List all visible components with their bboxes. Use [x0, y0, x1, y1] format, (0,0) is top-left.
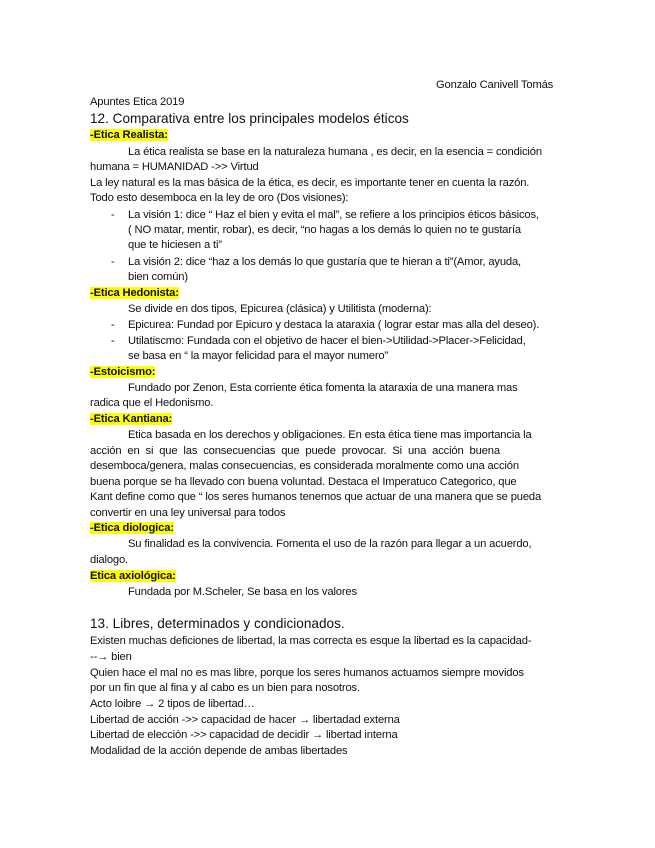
section-13-line-7: Libertad de elección ->> capacidad de decidir → libertad interna [90, 729, 398, 741]
kantiana-line-4: buena porque se ha llevado con buena voluntad. Destaca el Imperatuco Categorico, que [90, 476, 517, 488]
axiologica-line-1: Fundada por M.Scheler, Se basa en los valores [128, 586, 357, 598]
realista-bullet-1-line-2: ( NO matar, mentir, robar), es decir, “no hagas a los demás lo quien no te gustaría [128, 224, 521, 236]
heading-diologica: -Etica diologica: [90, 522, 174, 534]
section-13-line-1: Existen muchas deficiones de libertad, la mas correcta es esque la libertad es la capacidad- [90, 635, 532, 647]
heading-axiologica-wrap [90, 569, 176, 584]
heading-kantiana-wrap [90, 412, 172, 427]
estoicismo-line-1: Fundado por Zenon, Esta corriente ética fomenta la ataraxia de una manera mas [128, 382, 518, 394]
section-13-line-5: Acto loibre → 2 tipos de libertad… [90, 698, 255, 710]
kantiana-line-1: Etica basada en los derechos y obligaciones. En esta ética tiene mas importancia la [128, 429, 532, 441]
author-name: Gonzalo Canivell Tomás [436, 79, 554, 91]
hedonista-bullet-2-dash: - [111, 335, 115, 347]
hedonista-bullet-2-line-2: se basa en “ la mayor felicidad para el mayor numero” [128, 350, 389, 362]
document-title: Apuntes Etica 2019 [90, 96, 185, 108]
section-13-line-6: Libertad de acción ->> capacidad de hacer → libertadad externa [90, 714, 400, 726]
section-13-line-2: --→ bien [90, 651, 132, 663]
realista-line-4: Todo esto desemboca en la ley de oro (Dos visiones): [90, 192, 349, 204]
section-13-line-8: Modalidad de la acción depende de ambas libertades [90, 745, 348, 757]
realista-line-2: humana = HUMANIDAD ->> Virtud [90, 161, 259, 173]
hedonista-bullet-1-dash: - [111, 319, 115, 331]
section-12-title: 12. Comparativa entre los principales modelos éticos [90, 111, 409, 126]
heading-hedonista: -Etica Hedonista: [90, 287, 179, 299]
heading-estoicismo-wrap [90, 365, 155, 380]
heading-realista-wrap [90, 128, 168, 143]
section-13-line-4: por un fin que al fina y al cabo es un bien para nosotros. [90, 682, 360, 694]
realista-line-3: La ley natural es la mas básica de la ética, es decir, es importante tener en cuenta la razón. [90, 177, 530, 189]
realista-bullet-2-dash: - [111, 256, 115, 268]
realista-bullet-1-line-3: que te hiciesen a ti” [128, 239, 222, 251]
heading-realista: -Etica Realista: [90, 129, 168, 141]
kantiana-line-6: convertir en una ley universal para todos [90, 507, 286, 519]
estoicismo-line-2: radica que el Hedonismo. [90, 397, 214, 409]
hedonista-bullet-2-line-1: Utilatiscmo: Fundada con el objetivo de hacer el bien->Utilidad->Placer->Felicidad, [128, 335, 526, 347]
realista-bullet-1-line-1: La visión 1: dice “ Haz el bien y evita el mal”, se refiere a los principios éticos básicos, [128, 209, 539, 221]
kantiana-line-2: acción en si que las consecuencias que puede provocar. Si una acción buena [90, 445, 500, 457]
heading-axiologica: Etica axiológica: [90, 570, 176, 582]
hedonista-bullet-1-line-1: Epicurea: Fundad por Epicuro y destaca la ataraxia ( lograr estar mas alla del deseo). [128, 319, 540, 331]
diologica-line-2: dialogo. [90, 554, 128, 566]
heading-diologica-wrap [90, 521, 174, 536]
section-13-line-3: Quien hace el mal no es mas libre, porque los seres humanos actuamos siempre movidos [90, 667, 524, 679]
realista-bullet-2-line-2: bien común) [128, 271, 188, 283]
heading-kantiana: -Etica Kantiana: [90, 413, 173, 425]
realista-line-1: La ética realista se base en la naturaleza humana , es decir, en la esencia = condición [128, 146, 542, 158]
hedonista-line-1: Se divide en dos tipos, Epicurea (clásica) y Utilitista (moderna): [128, 303, 432, 315]
realista-bullet-2-line-1: La visión 2: dice “haz a los demás lo que gustaría que te hieran a ti”(Amor, ayuda, [128, 256, 522, 268]
heading-hedonista-wrap [90, 286, 179, 301]
diologica-line-1: Su finalidad es la convivencia. Fomenta el uso de la razón para llegar a un acuerdo, [128, 538, 532, 550]
heading-estoicismo: -Estoicismo: [90, 366, 156, 378]
kantiana-line-3: desemboca/genera, malas consecuencias, es considerada moralmente como una acción [90, 460, 519, 472]
realista-bullet-1-dash: - [111, 209, 115, 221]
kantiana-line-5: Kant define como que “ los seres humanos tenemos que actuar de una manera que se pueda [90, 491, 542, 503]
section-13-title: 13. Libres, determinados y condicionados. [90, 616, 345, 631]
